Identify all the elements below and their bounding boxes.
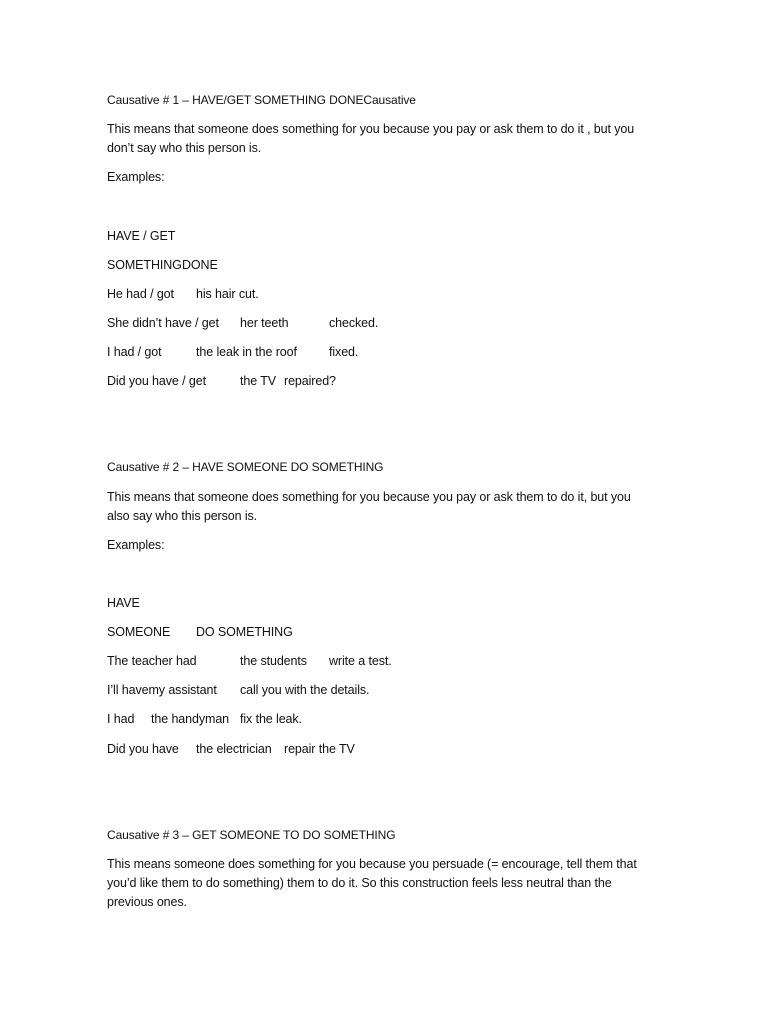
example-subject: I had <box>107 712 135 726</box>
example-action: call you with the details. <box>240 683 370 697</box>
section2-description-line2: also say who this person is. <box>107 509 258 523</box>
example-subject: He had / got <box>107 287 174 301</box>
example-agent: the electrician <box>196 742 272 756</box>
section1-header-row1: HAVE / GET <box>107 229 176 243</box>
example-participle: fixed. <box>329 345 359 359</box>
example-agent: the handyman <box>151 712 230 726</box>
example-object: her teeth <box>240 316 289 330</box>
section3-description-line2: you’d like them to do something) them to do it. So this construction feels less neutral than the <box>107 876 612 890</box>
section3-heading: Causative # 3 – GET SOMEONE TO DO SOMETHING <box>107 828 396 842</box>
section1-description-line2: don’t say who this person is. <box>107 141 262 155</box>
section1-examples-label: Examples: <box>107 170 165 184</box>
section2-heading: Causative # 2 – HAVE SOMEONE DO SOMETHING <box>107 460 384 474</box>
column-someone: SOMEONE <box>107 625 171 639</box>
section2-description-line1: This means that someone does something for you because you pay or ask them to do it, but you <box>107 490 631 504</box>
example-subject: Did you have <box>107 742 179 756</box>
example-object: the TV <box>240 374 276 388</box>
section3-description-line1: This means someone does something for you because you persuade (= encourage, tell them that <box>107 857 637 871</box>
section2-header-row1: HAVE <box>107 596 140 610</box>
example-object: his hair cut. <box>196 287 259 301</box>
example-participle: checked. <box>329 316 379 330</box>
example-subject: The teacher had <box>107 654 197 668</box>
example-subject: I’ll havemy assistant <box>107 683 217 697</box>
section1-heading: Causative # 1 – HAVE/GET SOMETHING DONECausative <box>107 93 416 107</box>
section1-description-line1: This means that someone does something for you because you pay or ask them to do it , but you <box>107 122 635 136</box>
example-action: repair the TV <box>284 742 355 756</box>
section3-description-line3: previous ones. <box>107 895 187 909</box>
example-subject: She didn’t have / get <box>107 316 219 330</box>
column-done: DONE <box>182 258 218 272</box>
example-action: write a test. <box>329 654 392 668</box>
column-do-something: DO SOMETHING <box>196 625 293 639</box>
example-participle: repaired? <box>284 374 336 388</box>
example-action: fix the leak. <box>240 712 302 726</box>
example-subject: I had / got <box>107 345 162 359</box>
example-agent: the students <box>240 654 307 668</box>
example-object: the leak in the roof <box>196 345 297 359</box>
column-something: SOMETHING <box>107 258 182 272</box>
example-subject: Did you have / get <box>107 374 206 388</box>
section2-examples-label: Examples: <box>107 538 165 552</box>
